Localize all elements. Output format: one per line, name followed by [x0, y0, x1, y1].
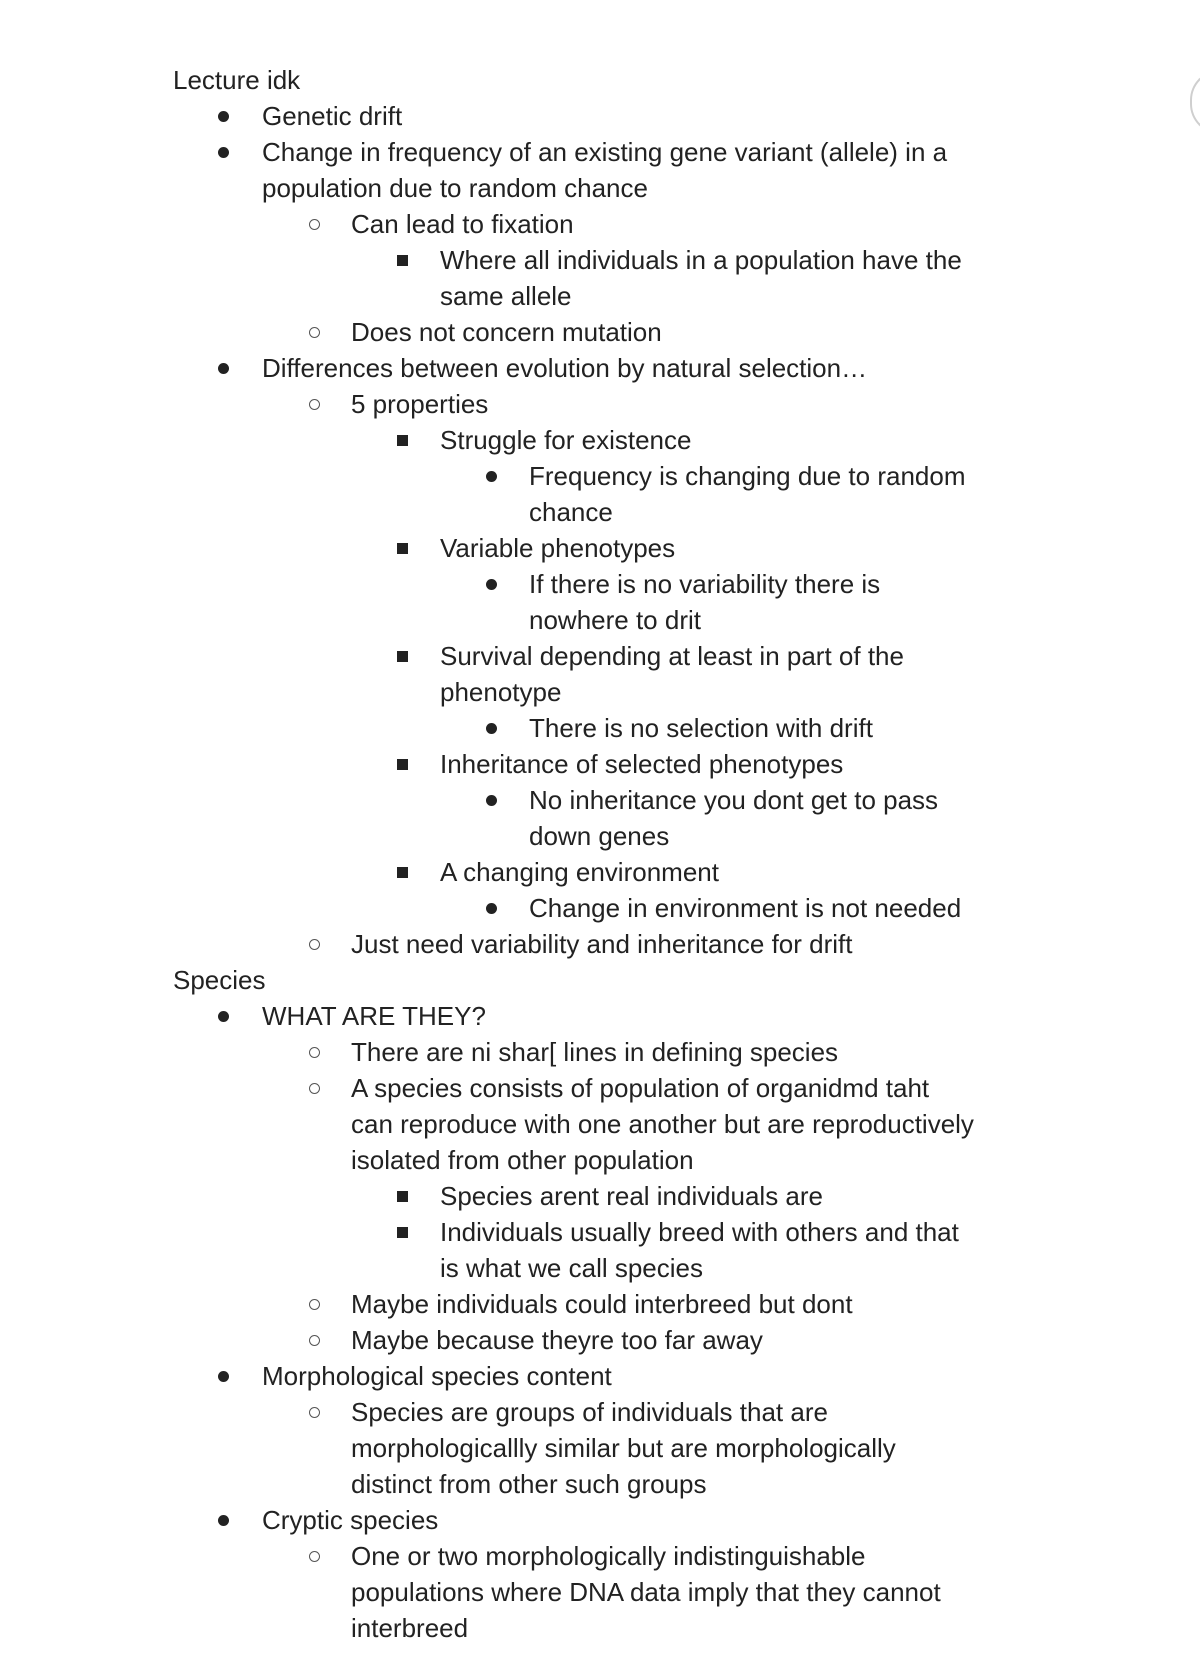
bullet-disc-icon: [218, 111, 229, 122]
list-item-text: same allele: [440, 281, 572, 311]
list-item-text: is what we call species: [440, 1253, 703, 1283]
list-item-text: Change in environment is not needed: [529, 893, 962, 923]
section-heading: Lecture idk: [173, 65, 301, 95]
bullet-circle-icon: [309, 219, 320, 230]
bullet-circle-icon: [309, 1551, 320, 1562]
list-item-text: morphologicallly similar but are morphologically: [351, 1433, 896, 1463]
bullet-circle-icon: [309, 1047, 320, 1058]
list-item-text: Maybe individuals could interbreed but dont: [351, 1289, 853, 1319]
bullet-disc-icon: [218, 363, 229, 374]
bullet-square-icon: [397, 867, 408, 878]
list-item-text: Differences between evolution by natural selection…: [262, 353, 868, 383]
bullet-circle-icon: [309, 939, 320, 950]
scroll-edge-indicator: [1190, 70, 1200, 134]
list-item-text: Species are groups of individuals that are: [351, 1397, 828, 1427]
list-item-text: Where all individuals in a population have the: [440, 245, 962, 275]
section-heading: Species: [173, 965, 266, 995]
list-item-text: Inheritance of selected phenotypes: [440, 749, 844, 779]
bullet-circle-icon: [309, 1407, 320, 1418]
list-item-text: 5 properties: [351, 389, 489, 419]
bullet-disc-icon: [218, 1011, 229, 1022]
bullet-square-icon: [397, 651, 408, 662]
list-item-text: populations where DNA data imply that they cannot: [351, 1577, 941, 1607]
list-item-text: Just need variability and inheritance for drift: [351, 929, 853, 959]
list-item-text: Individuals usually breed with others and that: [440, 1217, 959, 1247]
bullet-circle-icon: [309, 1335, 320, 1346]
bullet-disc-icon: [486, 471, 497, 482]
bullet-square-icon: [397, 1191, 408, 1202]
list-item-text: Survival depending at least in part of the: [440, 641, 904, 671]
bullet-disc-icon: [486, 723, 497, 734]
list-item-text: isolated from other population: [351, 1145, 694, 1175]
bullet-disc-icon: [218, 1371, 229, 1382]
list-item-text: down genes: [529, 821, 670, 851]
bullet-square-icon: [397, 543, 408, 554]
list-item-text: Maybe because theyre too far away: [351, 1325, 763, 1355]
bullet-disc-icon: [218, 147, 229, 158]
list-item-text: can reproduce with one another but are reproductively: [351, 1109, 974, 1139]
list-item-text: Struggle for existence: [440, 425, 692, 455]
bullet-circle-icon: [309, 327, 320, 338]
bullet-square-icon: [397, 759, 408, 770]
list-item-text: If there is no variability there is: [529, 569, 881, 599]
list-item-text: Species arent real individuals are: [440, 1181, 823, 1211]
list-item-text: interbreed: [351, 1613, 469, 1643]
list-item-text: Can lead to fixation: [351, 209, 574, 239]
bullet-circle-icon: [309, 1083, 320, 1094]
list-item-text: Cryptic species: [262, 1505, 439, 1535]
list-item-text: Morphological species content: [262, 1361, 612, 1391]
bullet-square-icon: [397, 1227, 408, 1238]
list-item-text: Frequency is changing due to random: [529, 461, 966, 491]
list-item-text: One or two morphologically indistinguishable: [351, 1541, 866, 1571]
list-item-text: Genetic drift: [262, 101, 403, 131]
list-item-text: Does not concern mutation: [351, 317, 662, 347]
list-item-text: distinct from other such groups: [351, 1469, 707, 1499]
list-item-text: phenotype: [440, 677, 562, 707]
list-item-text: nowhere to drit: [529, 605, 701, 635]
bullet-disc-icon: [486, 903, 497, 914]
bullet-disc-icon: [486, 795, 497, 806]
bullet-circle-icon: [309, 1299, 320, 1310]
bullet-square-icon: [397, 435, 408, 446]
list-item-text: population due to random chance: [262, 173, 648, 203]
bullet-disc-icon: [218, 1515, 229, 1526]
list-item-text: chance: [529, 497, 613, 527]
bullet-circle-icon: [309, 399, 320, 410]
list-item-text: WHAT ARE THEY?: [262, 1001, 486, 1031]
list-item-text: A species consists of population of organidmd taht: [351, 1073, 930, 1103]
list-item-text: There are ni shar[ lines in defining species: [351, 1037, 839, 1067]
bullet-square-icon: [397, 255, 408, 266]
bullet-disc-icon: [486, 579, 497, 590]
list-item-text: Change in frequency of an existing gene variant (allele) in a: [262, 137, 948, 167]
list-item-text: A changing environment: [440, 857, 719, 887]
list-item-text: Variable phenotypes: [440, 533, 676, 563]
list-item-text: No inheritance you dont get to pass: [529, 785, 939, 815]
list-item-text: There is no selection with drift: [529, 713, 873, 743]
